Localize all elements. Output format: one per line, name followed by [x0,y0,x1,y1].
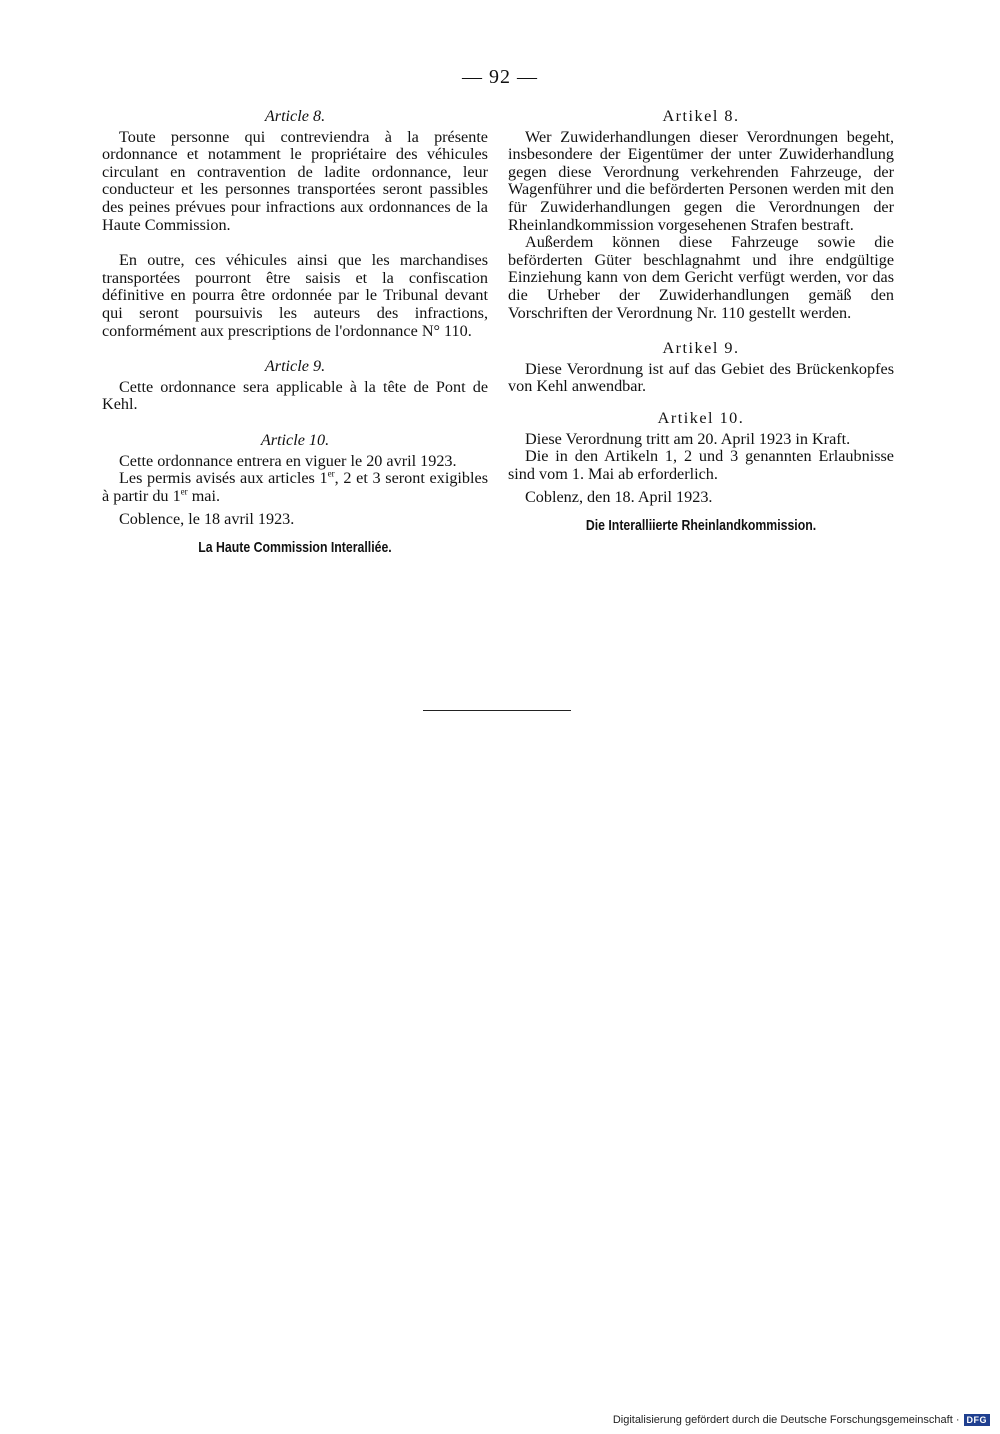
french-column [102,108,488,556]
german-article-10-paragraph-1: Diese Verordnung tritt am 20. April 1923 in Kraft. [525,429,851,448]
german-article-10-heading: Artikel 10. [657,408,745,427]
digitization-credit-text: Digitalisierung gefördert durch die Deutsche Forschungsgemeinschaft · [612,1414,960,1426]
closing-rule [423,710,571,711]
french-article-8-paragraph-2: En outre, ces véhicules ainsi que les marchandises transportées pourront être saisis et la confiscation définitive en pourra être ordonnée par le Tribunal devant qui seront poursuivis les auteurs des infractions, conformément aux prescriptions de l'ordonnance N° 110. [102,251,488,340]
german-place-date: Coblenz, den 18. April 1923. [525,488,713,507]
german-article-9-paragraph: Diese Verordnung ist auf das Gebiet des Brückenkopfes von Kehl anwendbar. [508,359,894,396]
french-place-date: Coblence, le 18 avril 1923. [119,510,295,529]
page-number: — 92 — [462,66,538,88]
french-article-9-heading: Article 9. [264,357,326,376]
french-article-10-paragraph-1: Cette ordonnance entrera en viguer le 20 avril 1923. [119,451,457,470]
french-article-10-heading: Article 10. [260,430,330,449]
dfg-logo: DFG [964,1414,991,1426]
german-column [508,108,894,534]
german-article-8-paragraph-1: Wer Zuwiderhandlungen dieser Verordnungen begeht, insbesondere der Eigentümer der unter Zuwiderhandlung gegen diese Verordnung verkehrenden Fahrzeuge, der Wagenführer und die beförderten Personen werden mit den für Zuwiderhandlungen gegen die Verordnungen der Rheinlandkommission vorgesehenen Strafen bestraft. [508,127,894,234]
french-article-8-paragraph-1: Toute personne qui contreviendra à la présente ordonnance et notamment le propriétaire des véhicules circulant en contravention de ladite ordonnance, leur conducteur et les personnes transportées seront passibles des peines prévues pour infractions aux ordonnances de la Haute Commission. [102,127,488,234]
digitization-credit [613,1414,990,1426]
french-article-8-heading: Article 8. [264,107,326,125]
french-article-10-paragraph-2: Les permis avisés aux articles 1er, 2 et 3 seront exigibles à partir du 1er mai. [102,468,488,505]
german-article-10-paragraph-2: Die in den Artikeln 1, 2 und 3 genannten Erlaubnisse sind vom 1. Mai ab erforderlich. [508,447,894,483]
german-article-9-heading: Artikel 9. [662,339,740,358]
german-article-8-heading: Artikel 8. [662,107,740,125]
german-signature: Die Interalliierte Rheinlandkommission. [585,516,817,534]
french-article-9-paragraph: Cette ordonnance sera applicable à la tête de Pont de Kehl. [102,377,488,414]
german-article-8-paragraph-2: Außerdem können diese Fahrzeuge sowie die beförderten Güter beschlagnahmt und ihre endgültige Einziehung kann von dem Gericht verfügt werden, vor das die Urheber der Zuwiderhandlungen gemäß den Vorschriften der Verordnung Nr. 110 gestellt werden. [508,233,894,322]
french-signature: La Haute Commission Interalliée. [198,538,392,556]
